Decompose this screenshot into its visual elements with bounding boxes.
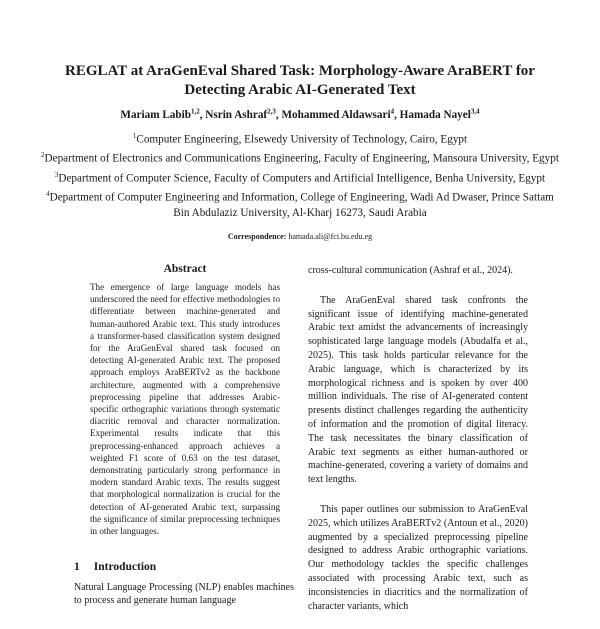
author: Mohammed Aldawsari$^4$, — [281, 107, 400, 121]
affiliation: $^1$Computer Engineering, Elsewedy University of Technology, Cairo, Egypt — [132, 132, 468, 146]
right-column — [308, 264, 528, 629]
section-heading — [74, 561, 156, 573]
abstract-text: The emergence of large language models has underscored the need for effective methodologies to differentiate between machine-generated and human-authored Arabic text. This study introduces a transformer-based classification system designed for the AraGenEval shared task focused on detecting AI-generated Arabic text. The proposed approach employs AraBERTv2 as the backbone architecture, augmented with a comprehensive preprocessing pipeline that addresses Arabic-specific orthographic variations through systematic diacritic removal and character normalization. Experimental results indicate that this preprocessing-enhanced approach achieves a weighted F1 score of 0.63 on the test dataset, demonstrating particularly strong performance in modern standard Arabic texts. The results suggest that morphological normalization is crucial for the detection of AI-generated Arabic text, surpassing the significance of similar preprocessing techniques in other languages. — [90, 282, 280, 537]
paragraph: This paper outlines our submission to AraGenEval 2025, which utilizes AraBERTv2 (Antoun et al., 2020) augmented by a specialized preprocessing pipeline designed to address Arabic orthographic variations. Our methodology tackles the specific challenges associated with processing Arabic text, such as inconsistencies in diacritics and the normalization of character variants, which — [308, 503, 528, 612]
section-number: 1 — [74, 561, 80, 573]
abstract-heading: Abstract — [163, 263, 207, 275]
section-title: Introduction — [93, 561, 157, 573]
author: Hamada Nayel$^{3,4}$ — [399, 107, 480, 121]
paragraph: cross-cultural communication (Ashraf et al., 2024). — [308, 265, 513, 276]
correspondence-label: Correspondence: — [227, 232, 287, 241]
affiliation: $^3$Department of Computer Science, Faculty of Computers and Artificial Intelligence, Benha University, Egypt — [54, 170, 546, 185]
affiliation: $^2$Department of Electronics and Communications Engineering, Faculty of Engineering, Mansoura University, Egypt — [41, 151, 559, 166]
affiliation: $^4$Department of Computer Engineering and Information, College of Engineering, Wadi Ad Dwaser, Prince Sattam Bin Abdulaziz University, Al-Kharj 16273, Saudi Arabia — [46, 189, 554, 220]
affiliation-list — [40, 129, 560, 222]
paragraph: The AraGenEval shared task confronts the significant issue of identifying machine-generated Arabic text amidst the advancements of increasingly sophisticated large language models (Abudalfa et al., 2025). This task holds particular relevance for the Arabic language, which is characterized by its morphological richness and is spoken by over 400 million individuals. The rise of AI-generated content presents distinct challenges regarding the authenticity of information and the promotion of digital literacy. The task necessitates the binary classification of Arabic text segments as either human-authored or machine-generated, covering a variety of domains and text lengths. — [308, 294, 528, 486]
author-list — [40, 104, 560, 122]
author: Mariam Labib$^{1,2}$, — [120, 107, 206, 121]
correspondence-email[interactable]: hamada.ali@fci.bu.edu.eg — [288, 232, 373, 241]
introduction-text: Natural Language Processing (NLP) enables machines to process and generate human language — [74, 582, 294, 606]
author: Nsrin Ashraf$^{2,3}$, — [205, 107, 282, 121]
correspondence-line — [40, 232, 560, 242]
paper-title: REGLAT at AraGenEval Shared Task: Morphology-Aware AraBERT for Detecting Arabic AI-Generated Text — [65, 63, 535, 98]
